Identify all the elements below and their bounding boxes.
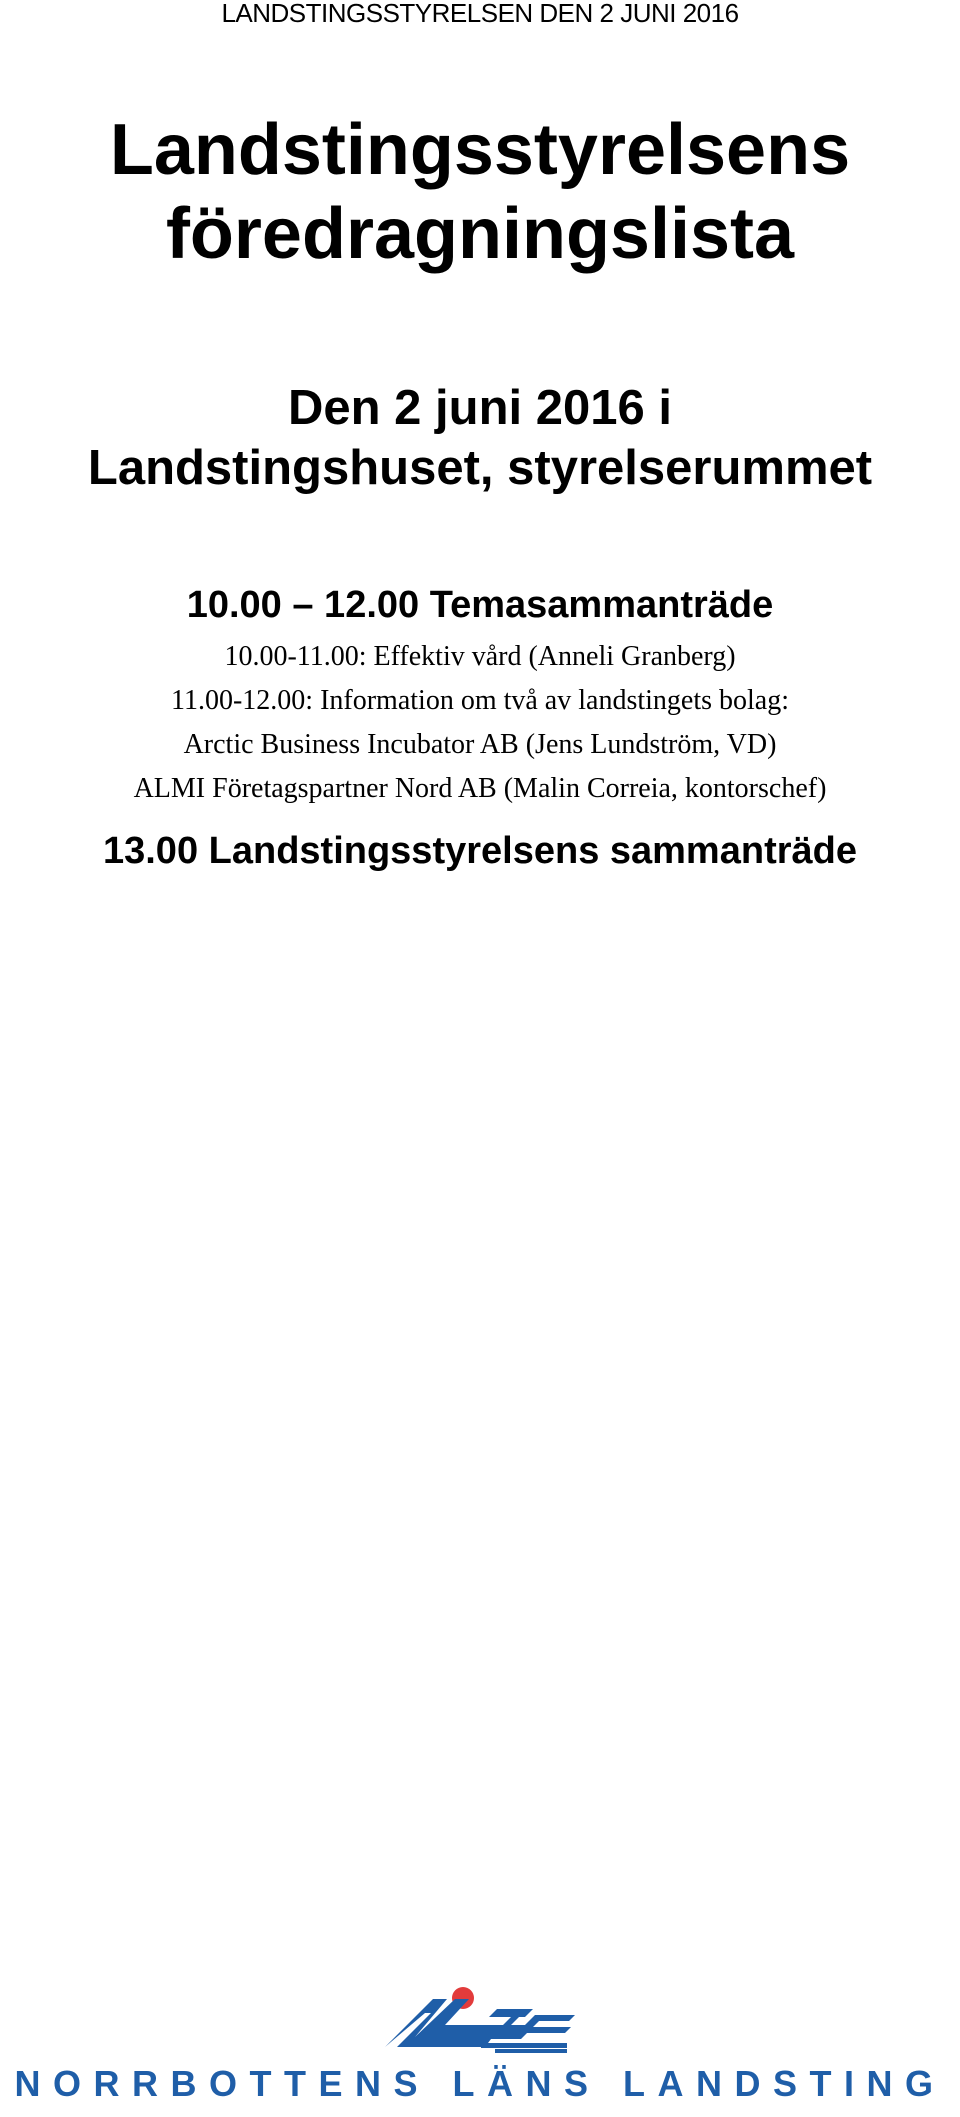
title-line-1: Landstingsstyrelsens [109, 110, 851, 190]
tema-heading: 10.00 – 12.00 Temasammanträde [186, 584, 774, 626]
agenda-item-arctic-business: Arctic Business Incubator AB (Jens Lundström, VD) [183, 729, 777, 760]
logo-wordmark: NORRBOTTENS LÄNS LANDSTING [14, 2063, 946, 2104]
document-title [0, 108, 960, 276]
logo-wave-1 [481, 2043, 567, 2048]
organization-logo [0, 1985, 960, 2117]
agenda-item-information-bolag: 11.00-12.00: Information om två av landstingets bolag: [171, 685, 789, 716]
meeting-subtitle [0, 378, 960, 498]
title-line-2: föredragningslista [165, 194, 795, 274]
meeting-date: Den 2 juni 2016 i [288, 381, 672, 435]
tema-agenda-list [0, 635, 960, 811]
logo-wave-2 [495, 2049, 567, 2053]
agenda-item-almi: ALMI Företagspartner Nord AB (Malin Correia, kontorschef) [133, 773, 827, 804]
sammantrade-heading: 13.00 Landstingsstyrelsens sammanträde [102, 830, 857, 872]
running-header: LANDSTINGSSTYRELSEN DEN 2 JUNI 2016 [221, 0, 739, 28]
meeting-location: Landstingshuset, styrelserummet [87, 441, 873, 495]
agenda-item-effektiv-vard: 10.00-11.00: Effektiv vård (Anneli Granberg) [224, 641, 736, 672]
landsting-logo-mark-icon [385, 1985, 575, 2055]
logo-mountain-shape [385, 1999, 575, 2047]
